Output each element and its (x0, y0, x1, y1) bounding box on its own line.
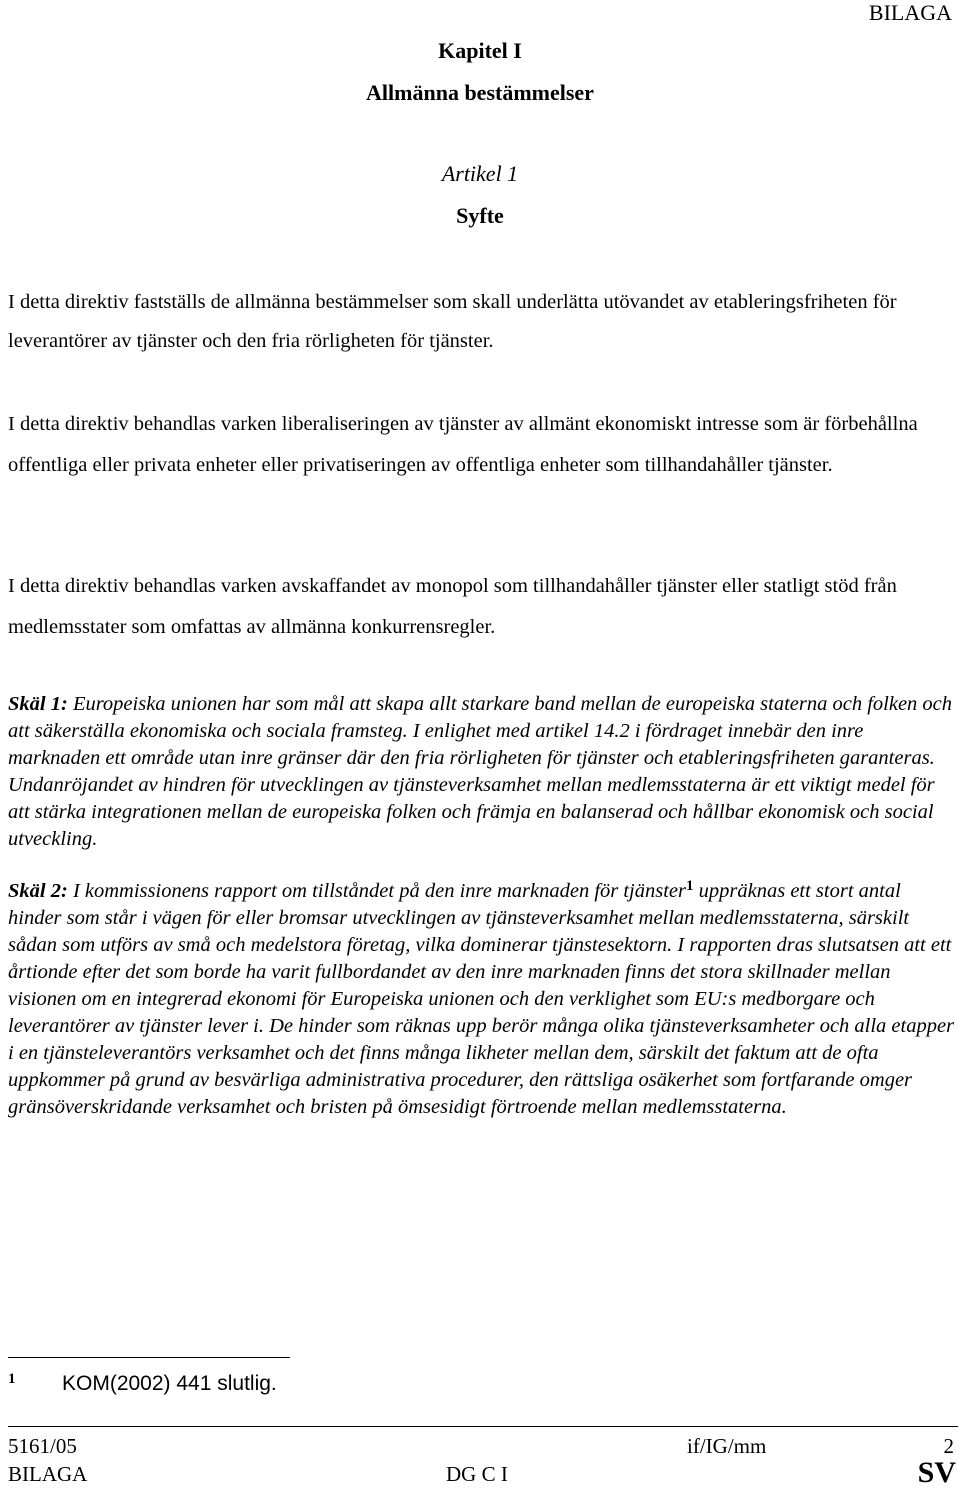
article-label: Artikel 1 (441, 161, 519, 186)
recital-2-text-after-ref: uppräknas ett stort antal hinder som står i vägen för eller bromsar utvecklingen av tjänsteverksamhet mellan medlemsstaterna, särskilt sådan som utförs av små och medelstora företag, vilka dominerar tjänstesektorn. I rapporten dras slutsatsen att ett årtionde efter det som borde ha varit fullbordandet av den inre marknaden finns det stora skillnader mellan visionen om en integrerad ekonomi för Europeiska unionen och den verklighet som EU:s medborgare och leverantörer av tjänster lever i. De hinder som räknas upp berör många olika tjänsteverksamheter och alla etapper i en tjänsteleverantörs verksamhet och det finns många likheter mellan dem, särskilt det faktum att de ofta uppkommer på grund av besvärliga administrativa procedurer, den rättsliga osäkerhet som fortfarande omger gränsöverskridande verksamhet och bristen på ömsesidigt förtroende mellan medlemsstaterna. (8, 880, 955, 1118)
recital-1-text: Europeiska unionen har som mål att skapa allt starkare band mellan de europeiska staterna och folken och att säkerställa ekonomiska och sociala framsteg. I enlighet med artikel 14.2 i fördraget innebär den inre marknaden ett område utan inre gränser där den fria rörligheten för tjänster och etableringsfriheten garanteras. Undanröjandet av hindren för utvecklingen av tjänsteverksamhet mellan medlemsstaterna är ett viktigt medel för att stärka integrationen mellan de europeiska folken och främja en balanserad och hållbar ekonomisk och social utveckling. (8, 693, 953, 850)
annex-header-label: BILAGA (868, 0, 952, 25)
footnote-number: 1 (8, 1371, 16, 1387)
recital-2-label: Skäl 2: (8, 880, 68, 902)
chapter-title: Allmänna bestämmelser (366, 80, 594, 105)
footnote-reference[interactable]: 1 (686, 878, 694, 894)
footer-doc-number: 5161/05 (8, 1434, 77, 1458)
footer-page-number: 2 (943, 1434, 954, 1458)
footer-language-code: SV (917, 1456, 956, 1489)
footer-dg-label: DG C I (446, 1462, 508, 1486)
recital-1-label: Skäl 1: (8, 693, 68, 715)
chapter-label: Kapitel I (438, 38, 522, 63)
article-paragraph-3: I detta direktiv behandlas varken avskaffandet av monopol som tillhandahåller tjänster eller statligt stöd från medlemsstater som omfattas av allmänna konkurrensregler. (8, 575, 897, 638)
article-title: Syfte (456, 203, 504, 228)
article-paragraph-1: I detta direktiv fastställs de allmänna bestämmelser som skall underlätta utövandet av etableringsfriheten för leverantörer av tjänster och den fria rörligheten för tjänster. (8, 291, 897, 352)
footnote-text: KOM(2002) 441 slutlig. (62, 1372, 277, 1395)
recital-2 (8, 878, 958, 1121)
recital-2-text-before-ref: I kommissionens rapport om tillståndet på den inre marknaden för tjänster (72, 880, 687, 902)
recital-1 (8, 691, 958, 853)
footer-annex-label: BILAGA (8, 1462, 88, 1486)
article-paragraph-2: I detta direktiv behandlas varken liberaliseringen av tjänster av allmänt ekonomiskt intresse som är förbehållna offentliga eller privata enheter eller privatiseringen av offentliga enheter som tillhandahåller tjänster. (8, 413, 918, 476)
footer-separator (8, 1426, 958, 1427)
footnote-separator (8, 1357, 290, 1358)
footer-initials: if/IG/mm (687, 1434, 767, 1458)
